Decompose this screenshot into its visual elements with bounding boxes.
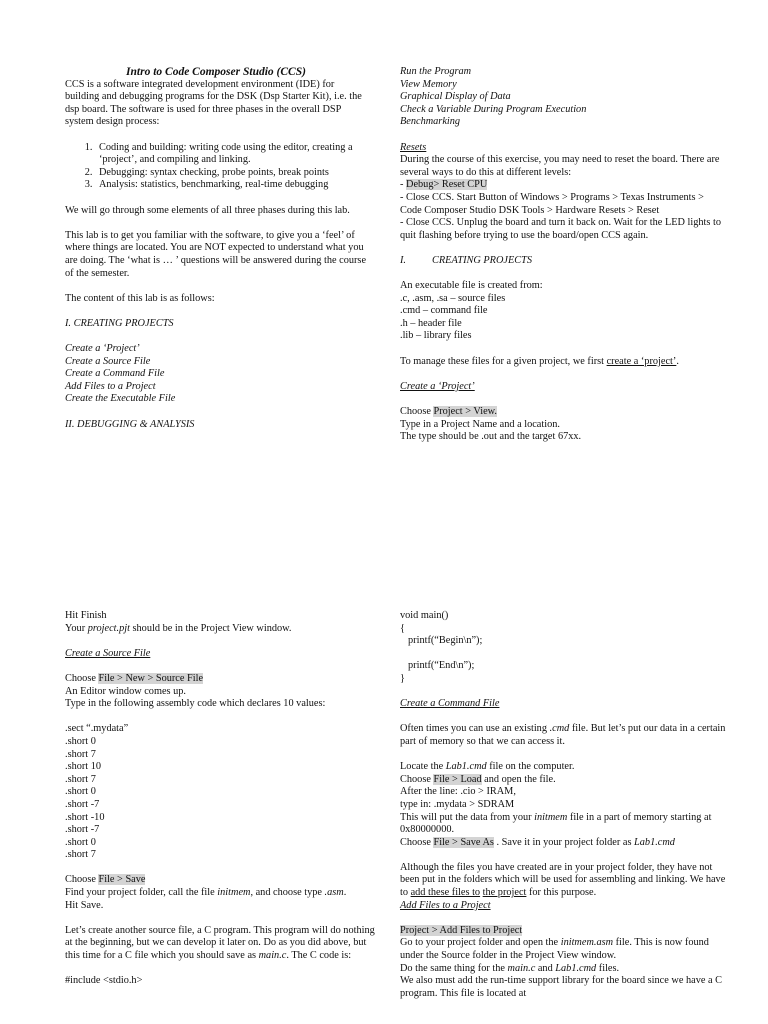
section-heading-creating-projects: I. CREATING PROJECTS (65, 317, 174, 329)
list-item: .c, .asm, .sa – source files (400, 292, 506, 304)
hit-save: Hit Save. (65, 899, 104, 911)
phases-paragraph: We will go through some elements of all three phases during this lab. (65, 204, 350, 216)
type-name-line: Type in a Project Name and a location. (400, 418, 560, 430)
menu-path-highlight: File > Save As (433, 836, 494, 848)
page2-left-column (65, 610, 375, 988)
editor-line: An Editor window comes up. (65, 685, 186, 697)
manage-paragraph: To manage these files for a given project, we first create a ‘project’. (400, 355, 679, 367)
menu-path-highlight: Project > Add Files to Project (400, 924, 523, 936)
code-line: .short -7 (65, 798, 100, 810)
page1-left-column (65, 66, 367, 431)
code-line: .short 0 (65, 735, 96, 747)
code-line: .short 0 (65, 836, 96, 848)
after-line: After the line: .cio > IRAM, (400, 786, 516, 798)
find-folder-line: Find your project folder, call the file initmem, and choose type .asm. (65, 887, 347, 899)
choose-file-new: Choose File > New > Source File (65, 672, 204, 684)
cmd-intro: Often times you can use an existing .cmd file. But let’s put our data in a certain part of memory so that we can access it. (400, 723, 726, 747)
page1-right-column (400, 66, 726, 444)
menu-path-highlight: File > Load (433, 773, 482, 785)
choose-file-saveas: Choose File > Save As . Save it in your project folder as Lab1.cmd (400, 836, 675, 848)
menu-path-highlight: File > New > Source File (98, 672, 204, 684)
code-line: .short -10 (65, 811, 105, 823)
toc-item: Check a Variable During Program Execution (400, 103, 587, 115)
choose-project-view: Choose Project > View. (400, 406, 497, 418)
type-in-line: type in: .mydata > SDRAM (400, 798, 515, 810)
list-item: .h – header file (400, 317, 462, 329)
code-line: .short 7 (65, 849, 96, 861)
code-line: { (400, 622, 405, 634)
choose-file-save: Choose File > Save (65, 874, 146, 886)
same-thing-line: Do the same thing for the main.c and Lab1.cmd files. (400, 962, 620, 974)
go-to-folder-line: Go to your project folder and open the initmem.asm file. This is now found under the Source folder in the Project View window. (400, 937, 709, 962)
list-item: 3. Analysis: statistics, benchmarking, real-time debugging (95, 179, 367, 192)
menu-path-highlight: File > Save (98, 874, 146, 886)
source-file-heading: Create a Source File (65, 647, 151, 659)
toc-item: Add Files to a Project (65, 380, 156, 392)
code-line: void main() (400, 610, 449, 621)
type-assembly-line: Type in the following assembly code which declares 10 values: (65, 698, 326, 710)
toc-item: Graphical Display of Data (400, 91, 511, 103)
resets-text: During the course of this exercise, you may need to reset the board. There are several ways to do this at different levels: (400, 154, 720, 178)
put-data-line: This will put the data from your initmem file in a part of memory starting at 0x80000000. (400, 811, 712, 836)
list-item: 1. Coding and building: writing code using the editor, creating a ‘project’, and compiling and linking. (95, 142, 367, 167)
hit-finish: Hit Finish (65, 610, 107, 621)
toc-item: Benchmarking (400, 116, 461, 128)
list-item: 2. Debugging: syntax checking, probe points, break points (95, 167, 367, 180)
menu-path-highlight: Debug> Reset CPU (406, 179, 488, 191)
code-line: .sect “.mydata” (65, 723, 129, 735)
reset-option-3: - Close CCS. Unplug the board and turn it back on. Wait for the LED lights to quit flashing before trying to use the board/open CCS again. (400, 217, 722, 241)
document-title: Intro to Code Composer Studio (CCS) (126, 66, 306, 78)
phases-list (65, 142, 367, 192)
toc-item: Create the Executable File (65, 393, 176, 405)
type-target-line: The type should be .out and the target 67xx. (400, 431, 582, 443)
code-line: #include <stdio.h> (65, 975, 143, 987)
code-line: printf(“Begin\n”); (408, 635, 483, 647)
code-line: .short -7 (65, 824, 100, 836)
choose-file-load: Choose File > Load and open the file. (400, 773, 556, 785)
familiar-paragraph: This lab is to get you familiar with the software, to give you a ‘feel’ of where things are located. You are NOT expected to understand what you are doing. The ‘what is … ’ questions will be answered during the course of the semester. (65, 229, 367, 279)
section-heading-creating-projects-2: I. CREATING PROJECTS (400, 254, 533, 266)
project-add-files (400, 925, 726, 938)
list-item: .lib – library files (400, 330, 472, 342)
command-file-heading: Create a Command File (400, 698, 500, 710)
runtime-line: We also must add the run-time support library for the board since we have a C program. This file is located at (400, 975, 722, 999)
code-line: printf(“End\n”); (408, 660, 475, 672)
code-line: .short 7 (65, 748, 96, 760)
project-pjt-line: Your project.pjt should be in the Project View window. (65, 622, 292, 634)
toc-item: Create a Command File (65, 368, 165, 380)
add-files-heading: Add Files to a Project (400, 899, 491, 911)
reset-option-1: - Debug> Reset CPU (400, 179, 488, 191)
menu-path-highlight: Project > View. (433, 406, 497, 418)
section-heading-debugging: II. DEBUGGING & ANALYSIS (65, 418, 195, 430)
code-line: .short 10 (65, 761, 102, 773)
locate-line: Locate the Lab1.cmd file on the computer. (400, 761, 575, 773)
toc-item: Create a Source File (65, 355, 151, 367)
code-line: } (400, 672, 405, 684)
code-line: .short 0 (65, 786, 96, 798)
although-paragraph: Although the files you have created are in your project folder, they have not been put in the folders which will be used for assembling and linking. We have to add these files to the project for this purpose. (400, 861, 726, 899)
toc-item: Create a ‘Project’ (65, 343, 140, 355)
content-intro: The content of this lab is as follows: (65, 292, 215, 304)
reset-option-2: - Close CCS. Start Button of Windows > Programs > Texas Instruments > Code Composer Studio DSK Tools > Hardware Resets > Reset (400, 191, 704, 216)
create-project-heading: Create a ‘Project’ (400, 380, 475, 392)
resets-heading: Resets (400, 141, 427, 153)
exec-intro: An executable file is created from: (400, 280, 543, 292)
list-item: .cmd – command file (400, 305, 488, 317)
page2-right-column (400, 610, 726, 1000)
c-program-paragraph: Let’s create another source file, a C program. This program will do nothing at the beginning, but we can develop it later on. Do as you did above, but this time for a C file which you should save as main.c. The C code is: (65, 924, 375, 962)
toc-item: View Memory (400, 78, 457, 90)
code-line: .short 7 (65, 773, 96, 785)
toc-item: Run the Program (400, 66, 472, 77)
intro-paragraph: CCS is a software integrated development environment (IDE) for building and debugging programs for the DSK (Dsp Starter Kit), i.e. the dsp board. The software is used for three phases in the overall DSP system design process: (65, 78, 362, 128)
create-project-link: create a ‘project’ (606, 355, 677, 367)
